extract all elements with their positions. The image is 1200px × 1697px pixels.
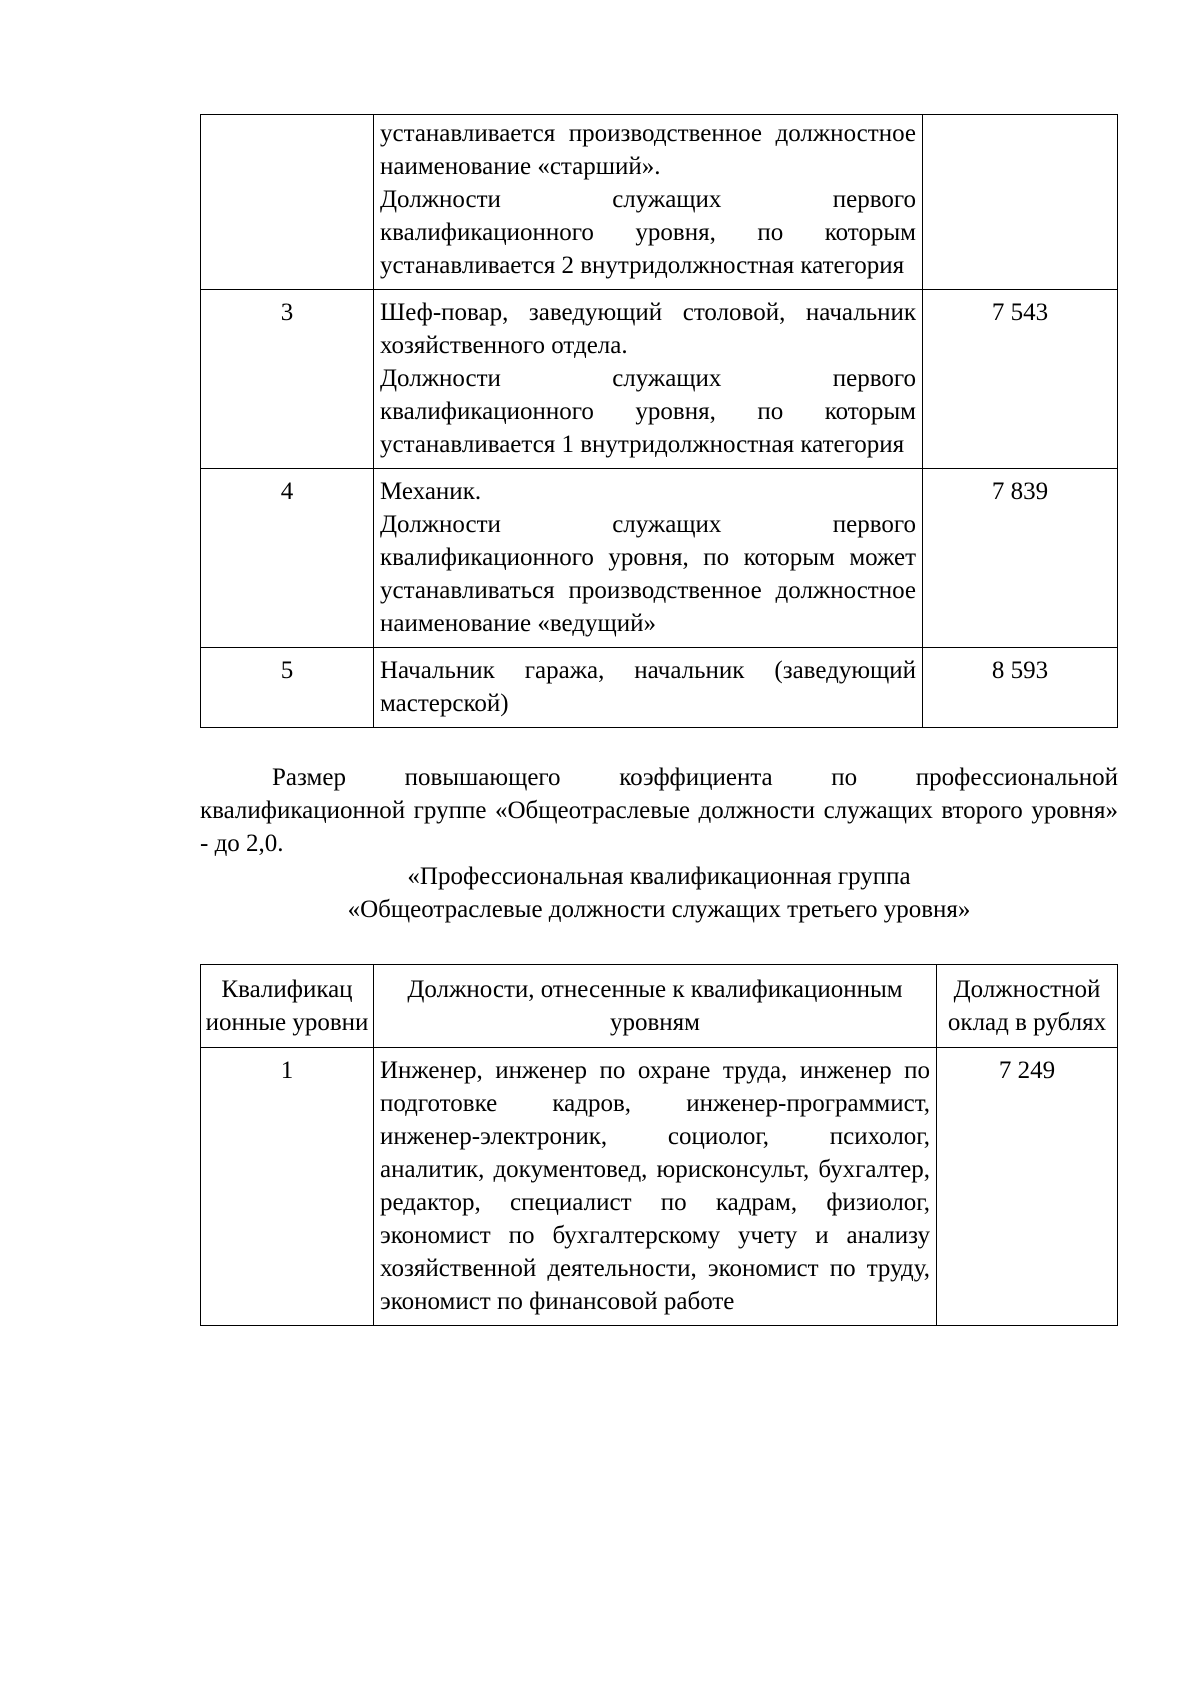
positions-paragraph: Должности служащих первого квалификационного уровня, по которым устанавливается 2 внутридолжностная категория — [380, 186, 916, 279]
qualification-level-cell — [201, 290, 374, 469]
table-row — [201, 648, 1118, 728]
qualification-level-cell — [201, 469, 374, 648]
positions-cell — [374, 1048, 937, 1326]
salary-value: 7 839 — [991, 478, 1049, 505]
positions-paragraph: Инженер, инженер по охране труда, инженер по подготовке кадров, инженер-программист, инженер-электроник, социолог, психолог, аналитик, документовед, юрисконсульт, бухгалтер, редактор, специалист по кадрам, физиолог, экономист по бухгалтерскому учету и анализу хозяйственной деятельности, экономист по труду, экономист по финансовой работе — [380, 1057, 930, 1315]
positions-paragraph: Начальник гаража, начальник (заведующий мастерской) — [380, 657, 916, 717]
document-page — [200, 114, 1118, 1326]
qualification-level-cell — [201, 1048, 374, 1326]
header-positions: Должности, отнесенные к квалификационным уровням — [374, 965, 937, 1048]
salary-cell — [923, 290, 1118, 469]
salary-cell — [923, 469, 1118, 648]
table-header-row — [201, 965, 1118, 1048]
qualification-level: 1 — [280, 1057, 294, 1084]
positions-cell — [374, 469, 923, 648]
table-row — [201, 469, 1118, 648]
qualification-level-cell — [201, 648, 374, 728]
salary-cell — [923, 648, 1118, 728]
qualification-level: 3 — [280, 299, 294, 326]
header-qualification-levels: Квалификац ионные уровни — [201, 965, 374, 1048]
positions-cell — [374, 290, 923, 469]
positions-paragraph: устанавливается производственное должностное наименование «старший». — [380, 120, 916, 180]
qualification-level: 4 — [280, 478, 294, 505]
salary-cell — [923, 115, 1118, 290]
table-row — [201, 1048, 1118, 1326]
qualification-level: 5 — [280, 657, 294, 684]
positions-paragraph: Механик. — [380, 478, 482, 505]
salary-value: 7 543 — [991, 299, 1049, 326]
positions-table-third-level — [200, 964, 1118, 1326]
qualification-level — [201, 115, 373, 124]
salary-cell — [937, 1048, 1118, 1326]
salary-value — [923, 115, 1117, 124]
positions-cell — [374, 648, 923, 728]
group-heading-line-1: «Профессиональная квалификационная группа — [407, 863, 911, 890]
salary-value: 7 249 — [998, 1057, 1056, 1084]
positions-table-continued — [200, 114, 1118, 728]
header-salary: Должностной оклад в рублях — [937, 965, 1118, 1048]
positions-paragraph: Должности служащих первого квалификационного уровня, по которым может устанавливаться производственное должностное наименование «ведущий» — [380, 511, 916, 637]
table-row — [201, 290, 1118, 469]
qualification-level-cell — [201, 115, 374, 290]
group-heading-line-2: «Общеотраслевые должности служащих третьего уровня» — [347, 896, 971, 923]
positions-paragraph: Должности служащих первого квалификационного уровня, по которым устанавливается 1 внутридолжностная категория — [380, 365, 916, 458]
positions-paragraph: Шеф-повар, заведующий столовой, начальник хозяйственного отдела. — [380, 299, 916, 359]
table-row — [201, 115, 1118, 290]
salary-value: 8 593 — [991, 657, 1049, 684]
positions-cell — [374, 115, 923, 290]
coefficient-paragraph: Размер повышающего коэффициента по профессиональной квалификационной группе «Общеотраслевые должности служащих второго уровня» - до 2,0. — [200, 764, 1118, 857]
